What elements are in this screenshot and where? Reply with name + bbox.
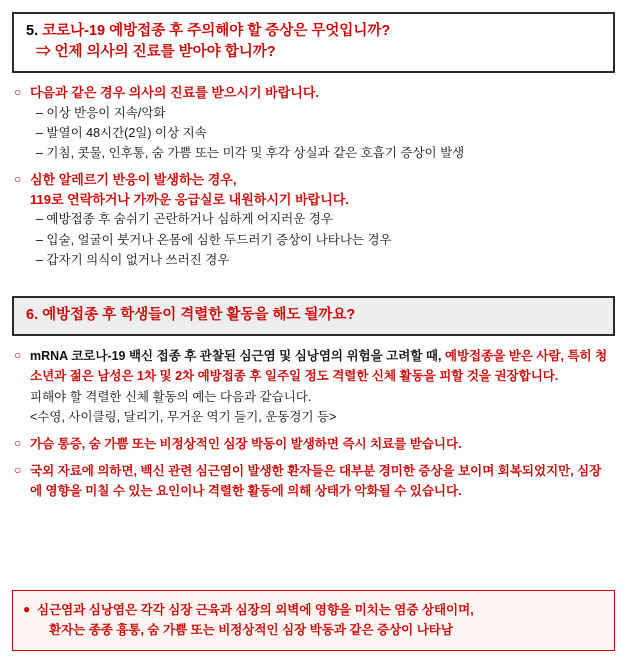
question-5-heading-box [12,12,615,73]
note-box [12,590,615,651]
list-item: – 입술, 얼굴이 붓거나 온몸에 심한 두드러기 증상이 나타나는 경우 [36,232,392,247]
dot-bullet-icon [23,600,37,618]
circle-bullet-icon [14,461,30,480]
section-6-bullet-2-text: 가슴 통증, 숨 가쁨 또는 비정상적인 심장 박동이 발생하면 즉시 치료를 받습니다. [30,436,462,451]
section-5-bullet-1 [14,83,613,103]
question-5-number: 5. [26,23,39,39]
question-6-title: 6. 예방접종 후 학생들이 격렬한 활동을 해도 될까요? [26,307,356,324]
section-6-bullet-1-part-1: mRNA 코로나-19 백신 접종 후 관찰된 심근염 및 심낭염의 위험을 고려할 때, [30,349,445,364]
question-5-line-1 [26,21,603,42]
section-5-body [14,83,613,270]
note-text [37,600,604,640]
circle-bullet-icon [14,170,30,189]
note-line: <수영, 사이클링, 달리기, 무거운 역기 들기, 운동경기 등> [30,409,337,424]
note-line: 피해야 할 격렬한 신체 활동의 예는 다음과 같습니다. [30,389,312,404]
section-6-bullet-1-notes [30,387,613,427]
document-page [0,12,627,657]
section-6-bullet-1 [14,346,613,387]
section-6-bullet-2 [14,434,613,454]
section-5-bullet-2-line-1: 심한 알레르기 반응이 발생하는 경우, [30,172,237,188]
list-item: – 예방접종 후 숨쉬기 곤란하거나 심하게 어지러운 경우 [36,212,333,227]
section-6-bullet-3 [14,461,613,502]
question-5-line-2: ⇒ 언제 의사의 진료를 받아야 합니까? [36,44,276,61]
section-6-bullet-1-text [30,346,613,387]
section-6-bullet-3-text: 국외 자료에 의하면, 백신 관련 심근염이 발생한 환자들은 대부분 경미한 증상을 보이며 회복되었지만, 심장에 영향을 미칠 수 있는 요인이나 격렬한 활동에 의해 상태가 악화될 수 있습니다. [30,463,602,499]
list-item: – 발열이 48시간(2일) 이상 지속 [36,125,207,140]
section-5-bullet-1-text: 다음과 같은 경우 의사의 진료를 받으시기 바랍니다. [30,85,320,101]
section-6-body [14,346,613,501]
question-6-line-1 [26,305,603,326]
note-line-2: 환자는 종종 흉통, 숨 가쁨 또는 비정상적인 심장 박동과 같은 증상이 나타남 [49,623,453,637]
note-row [23,600,604,640]
list-item: – 이상 반응이 지속/악화 [36,105,166,120]
section-5-bullet-2 [14,170,613,209]
section-5-bullet-1-sublist [36,103,613,164]
circle-bullet-icon [14,83,30,102]
section-5-bullet-2-text [30,170,613,209]
question-5-title: 코로나-19 예방접종 후 주의해야 할 증상은 무엇입니까? [38,23,391,39]
question-6-heading-box [12,296,615,336]
list-item: – 기침, 콧물, 인후통, 숨 가쁨 또는 미각 및 후각 상실과 같은 호흡기 증상이 발생 [36,146,465,161]
circle-bullet-icon [14,434,30,453]
section-5-bullet-2-sublist [36,209,613,270]
section-5-bullet-2-line-2: 119로 연락하거나 가까운 응급실로 내원하시기 바랍니다. [30,191,349,207]
circle-bullet-icon [14,346,30,365]
note-line-1: 심근염과 심낭염은 각각 심장 근육과 심장의 외벽에 영향을 미치는 염증 상태이며, [37,603,474,617]
section-6-bullet-1-part-2: 예방접종을 받은 사람, 특히 청소년과 젊은 남성은 1차 및 2차 예방접종 후 일주일 정도 격렬한 신체 활동을 피할 것을 권장합니다. [30,349,608,384]
list-item: – 갑자기 의식이 없거나 쓰러진 경우 [36,252,230,267]
